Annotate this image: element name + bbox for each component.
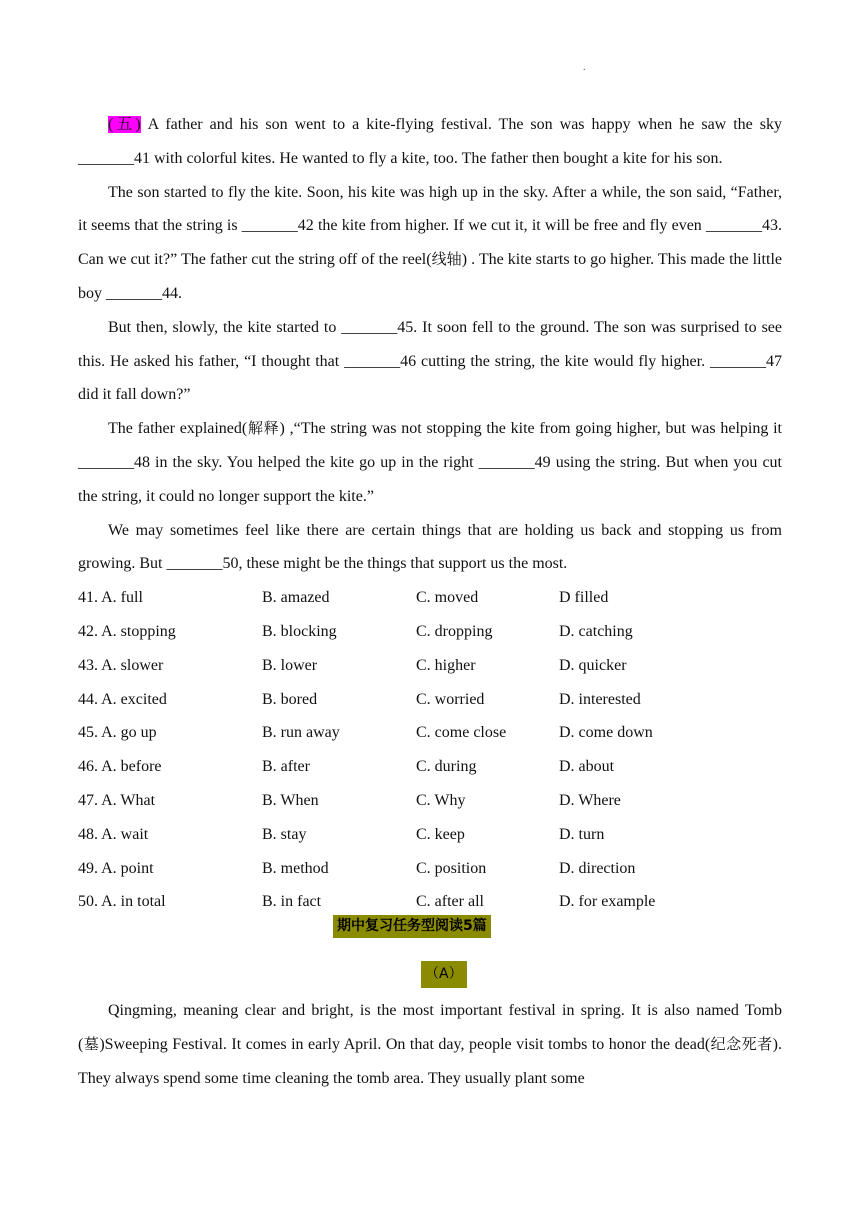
question-row: 45. A. go up B. run away C. come close D. come down — [78, 724, 653, 742]
header-dot: . — [583, 62, 586, 73]
passage-five-paragraph-1: (五) A father and his son went to a kite-flying festival. The son was happy when he saw the sky _______41 with colorful kites. He wanted to fly a kite, too. The father then bought a kite for his son. — [78, 116, 782, 167]
passage-five — [78, 108, 782, 919]
question-row: 48. A. wait B. stay C. keep D. turn — [78, 825, 605, 843]
question-row: 43. A. slower B. lower C. higher D. quicker — [78, 656, 627, 674]
passage-a-paragraph-1: Qingming, meaning clear and bright, is the most important festival in spring. It is also named Tomb (墓)Sweeping Festival. It comes in early April. On that day, people visit tombs to honor the dead(纪念死者). They always spend some time cleaning the tomb area. They usually plant some — [78, 1002, 782, 1087]
question-row: 46. A. before B. after C. during D. about — [78, 758, 615, 776]
passage-five-paragraph-2: The son started to fly the kite. Soon, his kite was high up in the sky. After a while, the son said, “Father, it seems that the string is _______42 the kite from higher. If we cut it, it will be free and fly even _______43. Can we cut it?” The father cut the string off of the reel(线轴) . The kite starts to go higher. This made the little boy _______44. — [78, 183, 782, 302]
passage-five-paragraph-4: The father explained(解释) ,“The string was not stopping the kite from going higher, but was helping it _______48 in the sky. You helped the kite go up in the right _______49 using the string. But when you cut the string, it could no longer support the kite.” — [78, 419, 782, 505]
question-row: 50. A. in total B. in fact C. after all D. for example — [78, 893, 656, 911]
question-row: 42. A. stopping B. blocking C. dropping D. catching — [78, 622, 633, 640]
section-heading: 期中复习任务型阅读5篇 — [333, 915, 491, 938]
question-row: 49. A. point B. method C. position D. direction — [78, 859, 636, 877]
passage-five-paragraph-5: We may sometimes feel like there are certain things that are holding us back and stopping us from growing. But _______50, these might be the things that support us the most. — [78, 521, 782, 573]
sub-heading: （A） — [421, 961, 467, 988]
question-row: 44. A. excited B. bored C. worried D. interested — [78, 690, 641, 708]
passage-a — [78, 994, 782, 1095]
question-row: 47. A. What B. When C. Why D. Where — [78, 791, 621, 809]
passage-label: (五) — [108, 116, 141, 133]
passage-five-paragraph-3: But then, slowly, the kite started to _______45. It soon fell to the ground. The son was surprised to see this. He asked his father, “I thought that _______46 cutting the string, the kite would fly higher. _______47 did it fall down?” — [78, 318, 782, 404]
question-row: 41. A. full B. amazed C. moved D filled — [78, 589, 609, 607]
question-options — [78, 581, 782, 919]
